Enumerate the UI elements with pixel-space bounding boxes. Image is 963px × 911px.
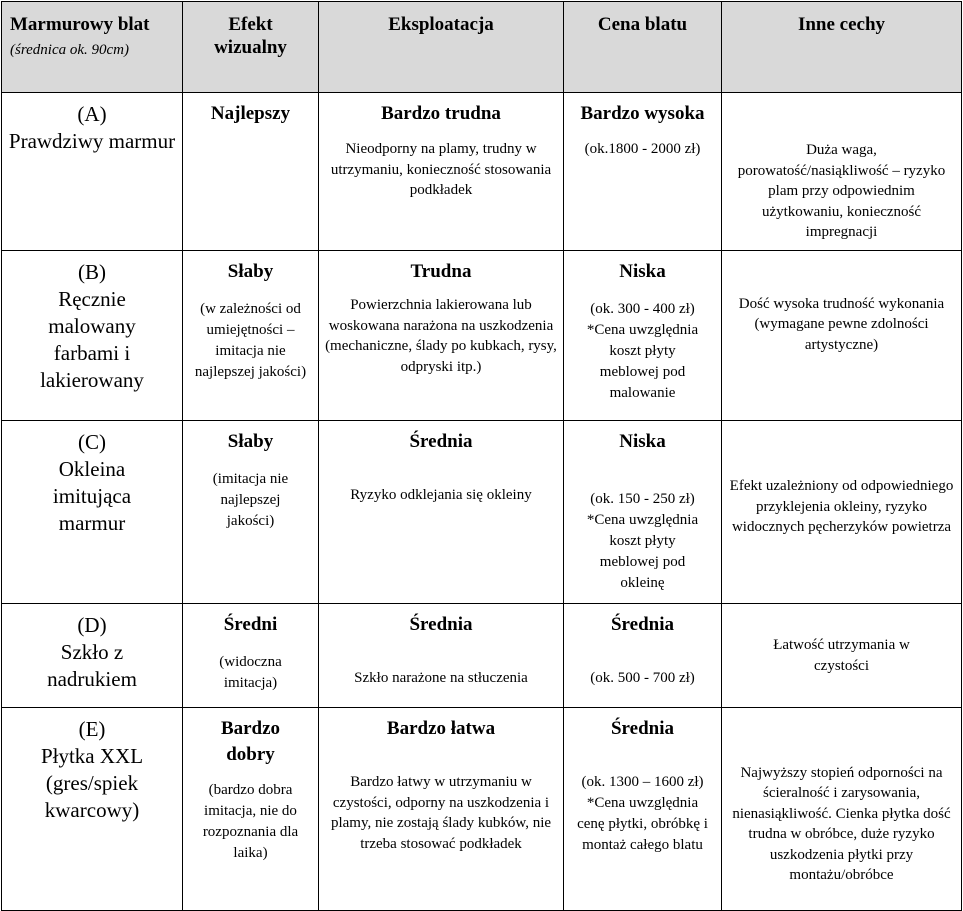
price-title: Niska: [619, 261, 666, 282]
other-cell: [722, 421, 962, 604]
usage-desc: Nieodporny na plamy, trudny w utrzymaniu, konieczność stosowania podkładek: [330, 141, 552, 198]
header-price-label: Cena blatu: [597, 14, 688, 35]
header-name-label: Marmurowy blat: [10, 14, 150, 35]
usage-desc: Szkło narażone na stłuczenia: [354, 670, 528, 686]
visual-note: (bardzo dobra imitacja, nie do rozpoznania dla laika): [202, 782, 299, 861]
table-row: [2, 251, 962, 421]
price-cell: [564, 604, 722, 708]
row-letter: (E): [78, 717, 106, 741]
usage-cell: [319, 93, 564, 251]
price-title: Średnia: [610, 718, 674, 739]
other-text: Duża waga, porowatość/nasiąkliwość – ryzyko plam przy odpowiednim użytkowaniu, konieczność impregnacji: [737, 142, 946, 241]
usage-cell: [319, 421, 564, 604]
visual-title: Średni: [223, 614, 278, 635]
header-other-label: Inne cechy: [797, 14, 886, 35]
visual-cell: [183, 708, 319, 911]
price-title: Niska: [619, 431, 666, 452]
header-name: [2, 2, 183, 93]
row-name: Płytka XXL (gres/spiek kwarcowy): [40, 744, 144, 822]
table-row: [2, 93, 962, 251]
visual-note: (imitacja nie najlepszej jakości): [212, 471, 289, 529]
table-row: [2, 421, 962, 604]
row-name: Okleina imitująca marmur: [52, 457, 132, 535]
price-note: *Cena uwzględnia cenę płytki, obróbkę i montaż całego blatu: [577, 795, 708, 853]
usage-title: Bardzo łatwa: [386, 718, 496, 739]
price-note: *Cena uwzględnia koszt płyty meblowej pod malowanie: [586, 322, 699, 401]
price-cell: [564, 421, 722, 604]
price-cell: [564, 93, 722, 251]
price-range: (ok.1800 - 2000 zł): [584, 141, 701, 157]
visual-cell: [183, 421, 319, 604]
row-name-cell: [2, 251, 183, 421]
row-letter: (D): [77, 613, 107, 637]
row-letter: (A): [77, 102, 107, 126]
comparison-table: [1, 1, 962, 911]
row-name: Ręcznie malowany farbami i lakierowany: [40, 287, 144, 392]
price-range: (ok. 150 - 250 zł): [590, 491, 695, 507]
usage-title: Średnia: [409, 431, 473, 452]
price-title: Średnia: [610, 614, 674, 635]
row-name-cell: [2, 604, 183, 708]
row-letter: (C): [78, 430, 106, 454]
visual-title: Bardzo dobry: [220, 718, 281, 765]
visual-note: (w zależności od umiejętności – imitacja nie najlepszej jakości): [194, 301, 307, 380]
header-name-sub: (średnica ok. 90cm): [10, 42, 129, 58]
row-name-cell: [2, 421, 183, 604]
usage-desc: Bardzo łatwy w utrzymaniu w czystości, odporny na uszkodzenia i plamy, nie zostają ślady kubków, nie trzeba stosować podkładek: [330, 774, 552, 852]
usage-cell: [319, 708, 564, 911]
table-row: [2, 604, 962, 708]
visual-title: Słaby: [227, 431, 274, 452]
usage-desc: Powierzchnia lakierowana lub woskowana narażona na uszkodzenia (mechaniczne, ślady po kubkach, rysy, odpryski itp.): [325, 297, 557, 375]
header-row: [2, 2, 962, 93]
visual-title: Najlepszy: [210, 103, 291, 124]
header-price: [564, 2, 722, 93]
price-range: (ok. 300 - 400 zł): [590, 301, 695, 317]
other-text: Najwyższy stopień odporności na ścieralność i zarysowania, nienasiąkliwość. Cienka płytka dość trudna w obróbce, duże ryzyko uszkodzenia płytki przy montażu/obróbce: [732, 764, 951, 883]
visual-cell: [183, 251, 319, 421]
row-letter: (B): [78, 260, 106, 284]
visual-cell: [183, 93, 319, 251]
usage-title: Trudna: [410, 261, 472, 282]
price-cell: [564, 251, 722, 421]
other-cell: [722, 93, 962, 251]
header-other: [722, 2, 962, 93]
price-range: (ok. 1300 – 1600 zł): [581, 774, 704, 790]
other-cell: [722, 251, 962, 421]
header-usage: [319, 2, 564, 93]
row-name-cell: [2, 708, 183, 911]
other-text: Efekt uzależniony od odpowiedniego przyklejenia okleiny, ryzyko widocznych pęcherzyków powietrza: [729, 478, 954, 536]
visual-cell: [183, 604, 319, 708]
table-row: [2, 708, 962, 911]
row-name-cell: [2, 93, 183, 251]
header-usage-label: Eksploatacja: [388, 14, 494, 35]
usage-title: Średnia: [409, 614, 473, 635]
price-note: *Cena uwzględnia koszt płyty meblowej pod okleinę: [586, 512, 699, 591]
usage-desc: Ryzyko odklejania się okleiny: [350, 487, 532, 503]
row-name: Prawdziwy marmur: [8, 129, 176, 153]
visual-title: Słaby: [227, 261, 274, 282]
other-text: Łatwość utrzymania w czystości: [773, 637, 910, 674]
header-visual: [183, 2, 319, 93]
price-cell: [564, 708, 722, 911]
visual-note: (widoczna imitacja): [219, 654, 282, 691]
row-name: Szkło z nadrukiem: [47, 640, 137, 691]
other-cell: [722, 708, 962, 911]
usage-cell: [319, 251, 564, 421]
price-range: (ok. 500 - 700 zł): [590, 670, 695, 686]
usage-title: Bardzo trudna: [381, 103, 501, 124]
other-cell: [722, 604, 962, 708]
other-text: Dość wysoka trudność wykonania (wymagane pewne zdolności artystyczne): [738, 295, 945, 353]
usage-cell: [319, 604, 564, 708]
price-title: Bardzo wysoka: [580, 103, 705, 124]
header-visual-label: Efekt wizualny: [214, 14, 287, 58]
